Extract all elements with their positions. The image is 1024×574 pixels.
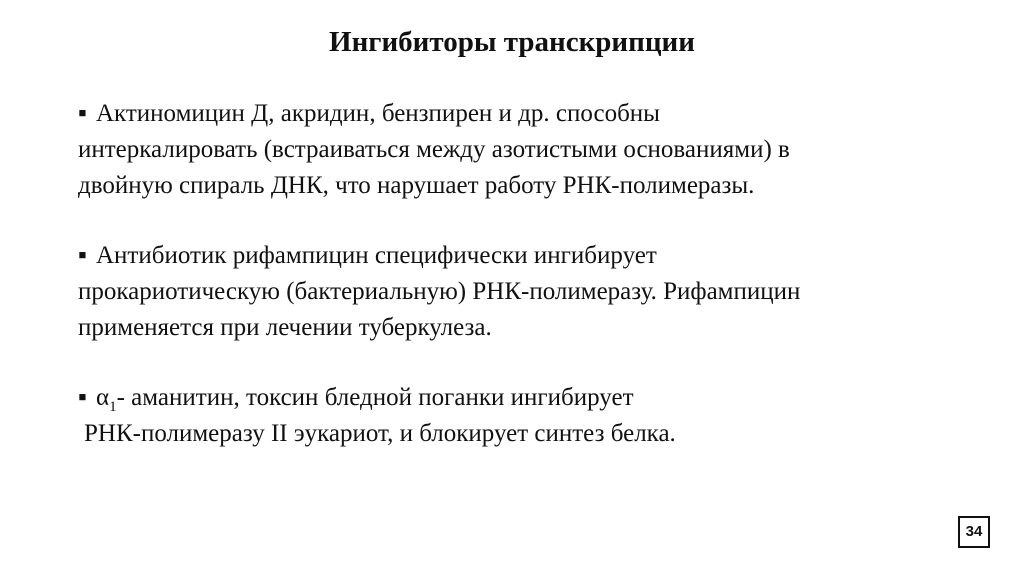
paragraph-actinomycin xyxy=(78,96,978,204)
alpha-symbol: α xyxy=(96,384,110,411)
paragraph-line: двойную спираль ДНК, что нарушает работу РНК-полимеразы. xyxy=(78,172,755,199)
paragraph-line: РНК-полимеразу II эукариот, и блокирует синтез белка. xyxy=(84,420,676,447)
paragraph-line xyxy=(78,96,978,132)
slide-title: Ингибиторы транскрипции xyxy=(329,26,695,58)
paragraph-text: Антибиотик рифампицин специфически ингибирует xyxy=(96,242,657,269)
paragraph-line: применяется при лечении туберкулеза. xyxy=(78,314,492,341)
paragraph-text: - аманитин, токсин бледной поганки ингибирует xyxy=(116,384,634,411)
paragraph-line: интеркалировать (встраиваться между азотистыми основаниями) в xyxy=(78,136,790,163)
paragraph-text: Актиномицин Д, акридин, бензпирен и др. способны xyxy=(96,100,660,127)
paragraph-amanitin xyxy=(78,380,978,452)
bullet-marker: ▪ xyxy=(78,384,87,411)
paragraph-line xyxy=(78,380,978,416)
slide-body xyxy=(78,96,978,486)
paragraph-line: прокариотическую (бактериальную) РНК-полимеразу. Рифампицин xyxy=(78,278,801,305)
bullet-marker: ▪ xyxy=(78,242,87,269)
page-number: 34 xyxy=(958,516,990,548)
bullet-marker: ▪ xyxy=(78,100,87,127)
paragraph-rifampicin xyxy=(78,238,978,346)
alpha-subscript: 1 xyxy=(109,399,117,415)
paragraph-line xyxy=(78,238,978,274)
